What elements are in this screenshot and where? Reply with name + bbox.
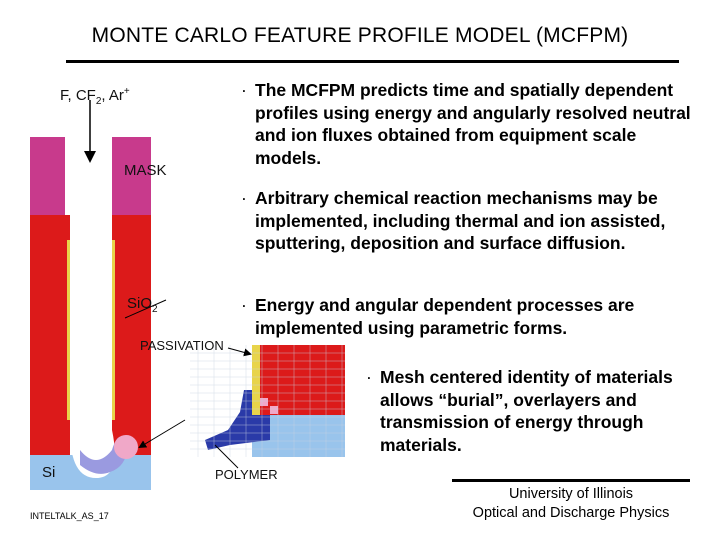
footer-line-1: University of Illinois <box>508 486 634 502</box>
mask-left <box>30 137 65 215</box>
bullet-4-text: Mesh centered identity of materials allows “burial”, overlayers and transmission of energy through materials. <box>380 367 673 455</box>
slide-tag: INTELTALK_AS_17 <box>30 511 109 521</box>
trench <box>65 137 115 478</box>
sio2-left <box>30 215 70 455</box>
title-underline <box>66 60 679 63</box>
bullet-marker: · <box>241 80 247 100</box>
sio2-right <box>112 215 151 455</box>
bullet-3 <box>241 294 705 339</box>
bullet-3-text: Energy and angular dependent processes are implemented using parametric forms. <box>255 295 635 338</box>
mask-label: MASK <box>124 162 167 179</box>
footer-rule <box>452 479 690 482</box>
si-label: Si <box>42 464 56 481</box>
bullet-marker: · <box>366 367 372 387</box>
mesh-zoom <box>190 345 345 457</box>
bullet-1-text: The MCFPM predicts time and spatially dependent profiles using energy and angularly resolved neutral and ion fluxes obtained from equipment scale models. <box>255 80 691 168</box>
footer-line-2: Optical and Discharge Physics <box>472 505 670 521</box>
bullet-marker: · <box>241 295 247 315</box>
bullet-2-text: Arbitrary chemical reaction mechanisms may be implemented, including thermal and ion assisted, sputtering, deposition and surface diffusion. <box>255 188 666 253</box>
polymer-label: POLYMER <box>215 467 278 482</box>
passivation-label: PASSIVATION <box>140 338 224 353</box>
bullet-marker: · <box>241 188 247 208</box>
flux-label: F, $CF_2$, Ar+ <box>60 86 130 107</box>
slide-title: MONTE CARLO FEATURE PROFILE MODEL (MCFPM) <box>91 24 629 47</box>
bullet-1 <box>241 79 695 169</box>
footer <box>440 485 702 523</box>
sio2-label: SiO$_2$ <box>127 295 158 315</box>
bullet-2 <box>241 187 705 255</box>
bullet-4 <box>366 366 700 456</box>
